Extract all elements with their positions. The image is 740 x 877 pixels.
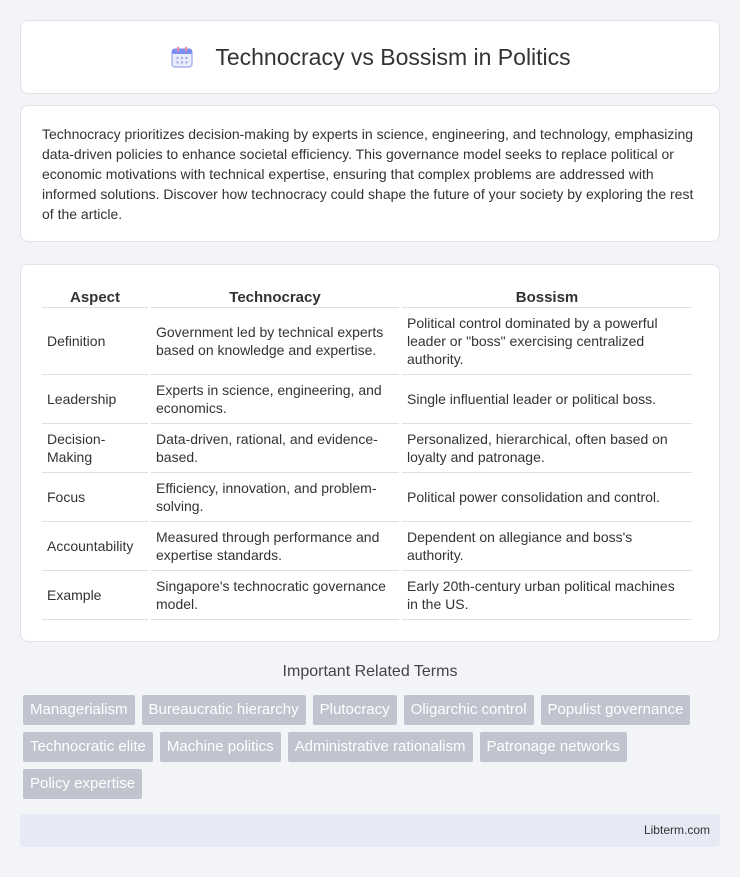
row-aspect: Accountability (42, 522, 148, 571)
tag-patronage-networks[interactable]: Patronage networks (480, 732, 627, 762)
row-bossism: Early 20th-century urban political machines in the US. (402, 571, 692, 620)
row-technocracy: Measured through performance and expertise standards. (151, 522, 399, 571)
tag-machine-politics[interactable]: Machine politics (160, 732, 281, 762)
tag-administrative-rationalism[interactable]: Administrative rationalism (288, 732, 473, 762)
tag-plutocracy[interactable]: Plutocracy (313, 695, 397, 725)
table-row (42, 522, 692, 571)
header-technocracy: Technocracy (151, 286, 399, 308)
table-row (42, 424, 692, 473)
footer-site-link[interactable]: Libterm.com (643, 823, 710, 837)
row-technocracy: Government led by technical experts based on knowledge and expertise. (151, 308, 399, 375)
tag-managerialism[interactable]: Managerialism (23, 695, 135, 725)
comparison-table (39, 286, 695, 620)
row-aspect: Decision-Making (42, 424, 148, 473)
tag-technocratic-elite[interactable]: Technocratic elite (23, 732, 153, 762)
row-technocracy: Experts in science, engineering, and economics. (151, 375, 399, 424)
tag-bureaucratic-hierarchy[interactable]: Bureaucratic hierarchy (142, 695, 306, 725)
row-bossism: Dependent on allegiance and boss's authority. (402, 522, 692, 571)
row-bossism: Political control dominated by a powerful leader or "boss" exercising centralized authority. (402, 308, 692, 375)
tag-populist-governance[interactable]: Populist governance (541, 695, 691, 725)
related-terms-list (23, 695, 723, 806)
header-bossism: Bossism (402, 286, 692, 308)
row-technocracy: Singapore's technocratic governance model. (151, 571, 399, 620)
row-bossism: Personalized, hierarchical, often based on loyalty and patronage. (402, 424, 692, 473)
footer (20, 814, 720, 847)
row-technocracy: Data-driven, rational, and evidence-based. (151, 424, 399, 473)
table-row (42, 571, 692, 620)
page-title: Technocracy vs Bossism in Politics (215, 43, 571, 70)
comparison-card (20, 264, 720, 642)
title-card (20, 20, 720, 94)
table-header-row (42, 286, 692, 308)
related-terms-title: Important Related Terms (282, 663, 458, 680)
header-aspect: Aspect (42, 286, 148, 308)
calendar-icon (169, 44, 195, 70)
table-row (42, 375, 692, 424)
intro-card (20, 105, 720, 242)
row-aspect: Definition (42, 308, 148, 375)
tag-policy-expertise[interactable]: Policy expertise (23, 769, 142, 799)
table-row (42, 308, 692, 375)
row-aspect: Focus (42, 473, 148, 522)
row-technocracy: Efficiency, innovation, and problem-solving. (151, 473, 399, 522)
intro-text: Technocracy prioritizes decision-making by experts in science, engineering, and technology, emphasizing data-driven policies to enhance societal efficiency. This governance model seeks to replace political or economic motivations with technical expertise, ensuring that complex problems are addressed with informed solutions. Discover how technocracy could shape the future of your society by exploring the rest of the article. (42, 126, 694, 222)
row-bossism: Single influential leader or political boss. (402, 375, 692, 424)
table-row (42, 473, 692, 522)
row-bossism: Political power consolidation and control. (402, 473, 692, 522)
row-aspect: Example (42, 571, 148, 620)
row-aspect: Leadership (42, 375, 148, 424)
tag-oligarchic-control[interactable]: Oligarchic control (404, 695, 534, 725)
